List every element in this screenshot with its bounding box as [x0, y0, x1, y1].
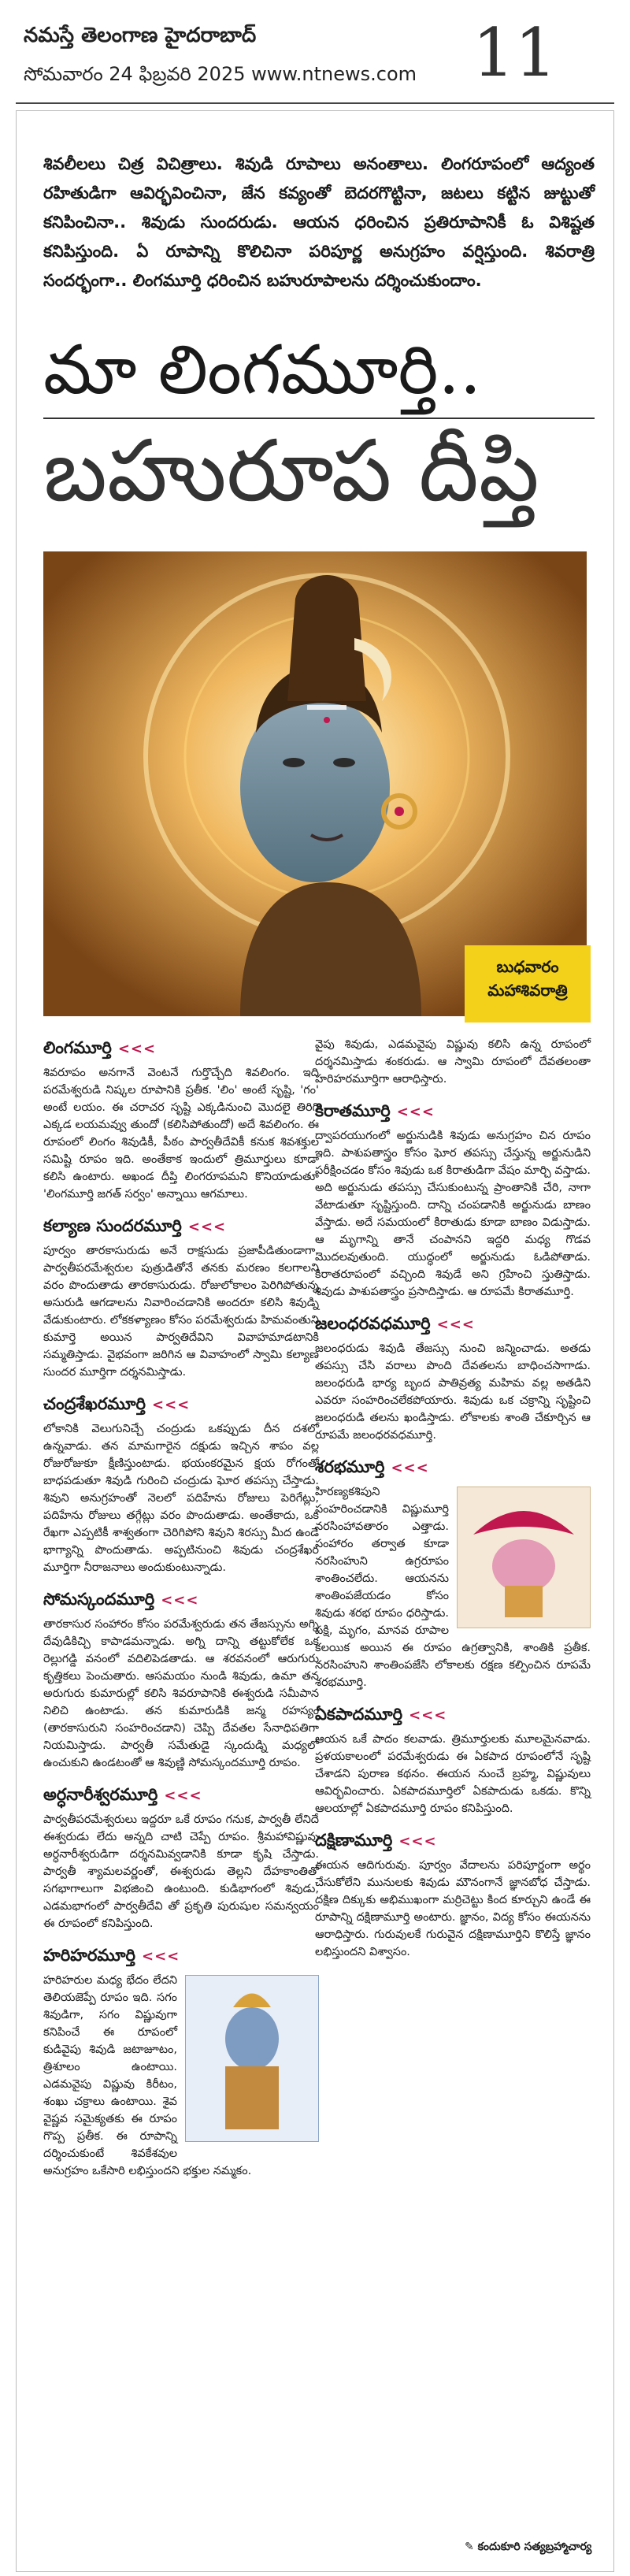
section-jalandharavadhamurthy — [315, 1312, 591, 1444]
section-text: శివరూపం అనగానే వెంటనే గుర్తొచ్చేది శివలింగం. ఇది పరమేశ్వరుడి నిష్కల రూపానికి ప్రతీక. 'లిం' అంటే సృష్టి, 'గం' అంటే లయం. ఈ చరాచర సృష్టి ఎక్కడినుంచి మొదలై తిరిగి ఎక్కడ లయమవ్వు తుందో (కలిసిపోతుందో) అదే శివలింగం. ఈ రూపంలో లింగం శివుడికీ, పీఠం పార్వతీదేవికీ కనుక శివశక్తుల సమిష్టి రూపం ఇది. అంతేకాక ఇందులో త్రిమూర్తులు కూడా కలిసి ఉంటారు. అఖండ దీప్తి లింగరూపమని కొనియాడుతూ 'లింగమూర్తి జగత్ సర్వం' అన్నాయి ఆగమాలు. — [43, 1067, 319, 1201]
section-lingamurthy — [43, 1036, 319, 1203]
section-ekapadamurthy — [315, 1702, 591, 1817]
arrow-icon: <<< — [161, 1592, 199, 1609]
badge-festival: మహాశివరాత్రి — [487, 981, 568, 1000]
arrow-icon: <<< — [142, 1948, 180, 1965]
shivaratri-badge — [465, 945, 591, 1023]
sarabha-illustration — [457, 1487, 591, 1628]
section-text: ఆయన ఒకే పాదం కలవాడు. త్రిమూర్తులకు మూలమైనవాడు. ప్రళయకాలంలో పరమేశ్వరుడు ఈ ఏకపాద రూపంలోనే సృష్టి చేశాడని పురాణ కథనం. ఈయన నుంచే బ్రహ్మ, విష్ణువులు ఆవిర్భవించారు. ఏకపాదమూర్తిలో ఏకపాదుడు ఒకడు. కొన్ని ఆలయాల్లో ఏకపాదమూర్తి రూపం కనిపిస్తుంది. — [315, 1733, 591, 1815]
section-title: అర్ధనారీశ్వరమూర్తి <<< — [43, 1785, 202, 1804]
section-text: ఈయన ఆదిగురువు. పూర్వం వేదాలను పరిపూర్ణంగా అర్థం చేసుకోలేని మునులకు శివుడు మౌనంగానే జ్ఞానబోధ చేస్తాడు. దక్షిణ దిక్కుకు అభిముఖంగా మర్రిచెట్టు కింద కూర్చుని ఉండే ఈ రూపాన్ని దక్షిణామూర్తి అంటారు. జ్ఞానం, విద్య కోసం ఈయనను ఆరాధిస్తారు. గురువులకే గురువైన దక్షిణామూర్తిని కొలిస్తే జ్ఞానం లభిస్తుందని విశ్వాసం. — [315, 1859, 591, 1958]
harihara-illustration — [185, 1975, 319, 2142]
section-text: పార్వతీపరమేశ్వరులు ఇద్దరూ ఒకే రూపం గనుక, పార్వతీ లేనిదే ఈశ్వరుడు లేదు అన్నది చాటి చెప్పే రూపం. శ్రీమహావిష్ణువు అర్ధనారీశ్వరుడిగా దర్శనమివ్వడానికి కూడా కృషి చేస్తాడు. పార్వతీ శ్యామలవర్ణంతో, ఈశ్వరుడు తెల్లని దేహకాంతితో సగభాగాలుగా విభజించి ఉంటుంది. కుడిభాగంలో శివుడు, ఎడమభాగంలో పార్వతీదేవి తో ప్రకృతి పురుషుల సమన్వయం ఈ రూపంలో కనిపిస్తుంది. — [43, 1813, 319, 1930]
author-byline: ✎ కందుకూరి సత్యబ్రహ్మాచార్య — [465, 2541, 592, 2553]
headline-secondary: బహురూప దీప్తి — [43, 422, 539, 521]
newspaper-name: నమస్తే తెలంగాణ హైదరాబాద్ — [24, 24, 257, 47]
section-continued — [315, 1036, 591, 1088]
section-title: చంద్రశేఖరమూర్తి <<< — [43, 1394, 191, 1413]
arrow-icon: <<< — [398, 1833, 437, 1850]
arrow-icon: <<< — [152, 1397, 191, 1413]
section-text: పూర్వం తారకాసురుడు అనే రాక్షసుడు ప్రజాపీడితుండాగా, పార్వతీపరమేశ్వరుల పుత్రుడితోనే తనకు మరణం కలగాలని వరం పొందుతాడు తారకాసురుడు. రోజులోకాలం పెరిగిపోతున్న అసురుడి ఆగడాలను నివారించడానికి అందరూ కలిసి శివుడ్ని వేడుకుంటారు. లోకకళ్యాణం కోసం పరమేశ్వరుడు హిమవంతుని కుమార్తె అయిన పార్వతిదేవిని వివాహమాడటానికి సమ్మతిస్తాడు. వైభవంగా జరిగిన ఆ వివాహంలో స్వామి కల్యాణ సుందర మూర్తిగా దర్శనమిస్తాడు. — [43, 1245, 319, 1379]
section-chandrasekharamurthy — [43, 1392, 319, 1576]
section-title: కల్యాణ సుందరమూర్తి <<< — [43, 1216, 227, 1235]
section-text: ద్వాపరయుగంలో అర్జునుడికి శివుడు అనుగ్రహం చిన రూపం ఇది. పాశుపతాస్త్రం కోసం ఘోర తపస్సు చేస్తున్న అర్జునుడిని పరీక్షించడం కోసం శివుడు ఒక కిరాతుడిగా వేషం మార్చి వస్తాడు. అది అర్జునుడు తపస్సు చేసుకుంటున్న ప్రాంతానికి చేరి, నాగా వేటాడుతూ సృష్టిస్తుంది. దాన్ని చంపడానికి అర్జునుడు బాణం వేస్తాడు. అదే సమయంలో కిరాతుడు కూడా బాణం విడుస్తాడు. ఆ మృగాన్ని తానే చంపానని ఇద్దరి మధ్య గొడవ మొదలవుతుంది. యుద్ధంలో అర్జునుడు ఓడిపోతాడు. కిరాతరూపంలో వచ్చింది శివుడే అని గ్రహించి స్తుతిస్తాడు. శివుడు పాశుపతాస్త్రం ప్రసాదిస్తాడు. ఆ రూపమే కిరాతమూర్తి. — [315, 1130, 591, 1298]
arrow-icon: <<< — [391, 1460, 429, 1476]
arrow-icon: <<< — [164, 1787, 202, 1804]
arrow-icon: <<< — [409, 1707, 447, 1724]
section-kiratamurthy — [315, 1099, 591, 1301]
page-number: 11 — [472, 14, 557, 91]
section-somaskandamurthy — [43, 1587, 319, 1772]
section-text: తారకాసుర సంహారం కోసం పరమేశ్వరుడు తన తేజస్సును అగ్ని దేవుడికిచ్చి కాపాడమన్నాడు. అగ్ని దాన్ని తట్టుకోలేక ఒక రెల్లుగడ్డి వనంలో వదిలిపెడతాడు. ఆ శరవనంలో ఆరుగురు కృత్తికలు పెంచుతారు. ఆసమయం నుండి శివుడు, ఉమా తన అరుగురు కుమారుల్లో కలిసి శివరూపానికి ఈశ్వరుడి సమీపాన నిలిచి ఉంటాడు. తన కుమారుడికి జన్మ రహస్యం (తారకాసురుని సంహరించడాని) చెప్పి దేవతల సేనాధిపతిగా నియమిస్తాడు. పార్వతీ సమేతుడై స్కందుడ్ని మధ్యలో ఉంచుకుని ఉండటంతో ఆ శివుణ్ణి సోమస్కందమూర్తి రూపం. — [43, 1618, 319, 1769]
section-text: వైపు శివుడు, ఎడమవైపు విష్ణువు కలిసి ఉన్న రూపంలో దర్శనమిస్తాడు శంకరుడు. ఆ స్వామి రూపంలో దేవతలంతా హరిహరమూర్తిగా ఆరాధిస్తారు. — [315, 1038, 591, 1086]
section-text: హరిహరుల మధ్య భేదం లేదని తెలియజెప్పే రూపం ఇది. సగం శివుడిగా, సగం విష్ణువుగా కనిపించే ఈ రూపంలో కుడివైపు శివుడి జటాజూటం, త్రిశూలం ఉంటాయి. ఎడమవైపు విష్ణువు కిరీటం, శంఖు చక్రాలు ఉంటాయి. శైవ వైష్ణవ సమైక్యతకు ఈ రూపం గొప్ప ప్రతీక. ఈ రూపాన్ని దర్శించుకుంటే శివకేశవుల అనుగ్రహం ఒకేసారి లభిస్తుందని భక్తుల నమ్మకం. — [43, 1974, 252, 2177]
article-column-right — [315, 1036, 591, 1972]
arrow-icon: <<< — [436, 1316, 475, 1333]
arrow-icon: <<< — [117, 1041, 157, 1057]
date-line: సోమవారం 24 ఫిబ్రవరి 2025 www.ntnews.com — [24, 63, 417, 85]
page-header — [0, 0, 630, 101]
section-title: లింగమూర్తి <<< — [43, 1038, 157, 1057]
headline-primary: మా లింగమూర్తి.. — [43, 331, 482, 410]
badge-day: బుధవారం — [496, 957, 559, 976]
section-title: కిరాతమూర్తి <<< — [315, 1101, 435, 1120]
section-title: దక్షిణామూర్తి <<< — [315, 1831, 437, 1850]
section-sarabhamurthy — [315, 1455, 591, 1691]
section-title: ఏకపాదమూర్తి <<< — [315, 1705, 447, 1724]
intro-paragraph: శివలీలలు చిత్ర విచిత్రాలు. శివుడి రూపాలు అనంతాలు. లింగరూపంలో ఆద్యంత రహితుడిగా ఆవిర్భవించినా, జేన కవ్యంతో బెదరగొట్టినా, జటలు కట్టిన జుట్టుతో కనిపించినా.. శివుడు సుందరుడు. ఆయన ధరించిన ప్రతిరూపానికీ ఓ విశిష్టత కనిపిస్తుంది. ఏ రూపాన్ని కొలిచినా పరిపూర్ణ అనుగ్రహం వర్షిస్తుంది. శివరాత్రి సందర్భంగా.. లింగమూర్తి ధరించిన బహురూపాలను దర్శించుకుందాం. — [43, 154, 595, 290]
section-text: హిరణ్యకశిపుని సంహరించడానికి విష్ణుమూర్తి నరసింహావతారం ఎత్తాడు. సంహారం తర్వాత కూడా నరసింహుని ఉగ్రరూపం శాంతించలేదు. ఆయనను శాంతింపజేయడం కోసం శివుడు శరభ రూపం ధరిస్తాడు. పక్షి, మృగం, మానవ రూపాల కలయిక అయిన ఈ రూపం ఉగ్రత్వానికి, శాంతికి ప్రతీక. నరసింహుని శాంతింపజేసి లోకాలకు రక్షణ కల్పించిన రూపమే శరభమూర్తి. — [315, 1486, 591, 1689]
section-ardhanareeswaramurthy — [43, 1783, 319, 1932]
section-kalyana-sundaramurthy — [43, 1214, 319, 1381]
section-dakshinamurthy — [315, 1828, 591, 1961]
section-title: హరిహరమూర్తి <<< — [43, 1946, 180, 1965]
header-divider — [16, 102, 614, 104]
headline-divider — [43, 418, 595, 419]
section-text: లోకానికి వెలుగునిచ్చే చంద్రుడు ఒకప్పుడు దీన దశలో ఉన్నవాడు. తన మామగారైన దక్షుడు ఇచ్చిన శాపం వల్ల రోజురోజుకూ క్షీణిస్తుంటాడు. భయంకరమైన క్షయ రోగంతో బాధపడుతూ శివుడి గురించి చంద్రుడు ఘోర తపస్సు చేస్తాడు. శివుని అనుగ్రహంతో నెలలో పదిహేను రోజులు పెరిగేట్లు, పదిహేను రోజులు తగ్గేట్లు వరం పొందుతాడు. అంతేకాదు, ఒక రేఖగా ఎప్పటికీ శాశ్వతంగా చెరిగిపోని శివుని శిరస్సు మీద ఉండే భాగ్యాన్ని పొందుతాడు. అప్పటినుంచి శివుడు చంద్రశేఖర మూర్తిగా నీరాజనాలు అందుకుంటున్నాడు. — [43, 1423, 319, 1574]
section-title: శరభమూర్తి <<< — [315, 1457, 429, 1476]
section-hariharamurthy — [43, 1943, 319, 2180]
arrow-icon: <<< — [187, 1219, 227, 1235]
section-text: జలంధరుడు శివుడి తేజస్సు నుంచి జన్మించాడు. అతడు తపస్సు చేసి వరాలు పొంది దేవతలను బాధించసాగాడు. జలంధరుడి భార్య బృంద పాతివ్రత్య మహిమ వల్ల అతడిని ఎవరూ సంహరించలేకపోయారు. శివుడు ఒక చక్రాన్ని సృష్టించి జలంధరుడి తలను ఖండిస్తాడు. లోకాలకు శాంతి చేకూర్చిన ఆ రూపమే జలంధరవధమూర్తి. — [315, 1342, 591, 1442]
section-title: సోమస్కందమూర్తి <<< — [43, 1590, 199, 1609]
section-title: జలంధరవధమూర్తి <<< — [315, 1314, 475, 1333]
arrow-icon: <<< — [396, 1104, 435, 1120]
article-column-left — [43, 1036, 319, 2191]
